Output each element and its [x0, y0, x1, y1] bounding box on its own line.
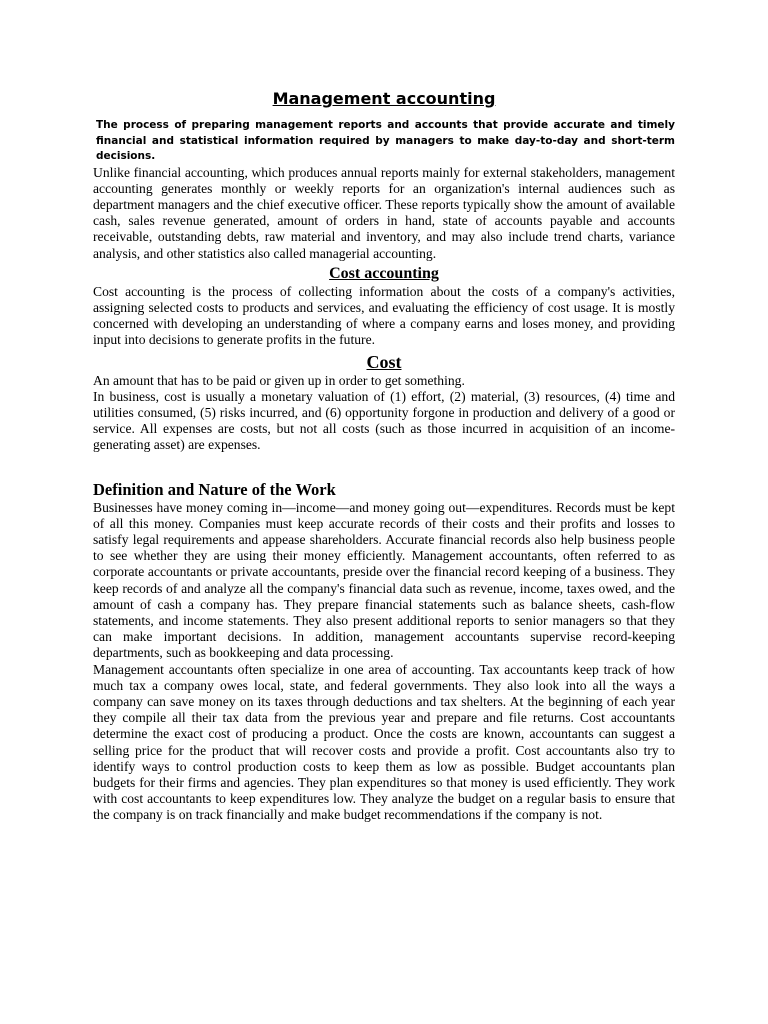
cost-accounting-paragraph: Cost accounting is the process of collecting information about the costs of a company's activities, assigning selected costs to products and services, and evaluating the efficiency of cost usage. It is mostly concerned with developing an understanding of where a company earns and loses money, and providing input into decisions to generate profits in the future. — [93, 283, 675, 348]
intro-definition: The process of preparing management reports and accounts that provide accurate and timely financial and statistical information required by managers to make day-to-day and short-term decisions. — [96, 119, 675, 162]
cost-heading: Cost — [366, 351, 402, 372]
page-title: Management accounting — [272, 89, 496, 108]
definition-heading: Definition and Nature of the Work — [93, 479, 336, 499]
management-accounting-paragraph: Unlike financial accounting, which produces annual reports mainly for external stakeholders, management accounting generates monthly or weekly reports for an organization's internal audiences such as department managers and the chief executive officer. These reports typically show the amount of available cash, sales revenue generated, amount of orders in hand, state of accounts payable and accounts receivable, outstanding debts, raw material and inventory, and may also include trend charts, variance analysis, and other statistics also called managerial accounting. — [93, 164, 675, 261]
cost-business-paragraph: In business, cost is usually a monetary valuation of (1) effort, (2) material, (3) resources, (4) time and utilities consumed, (5) risks incurred, and (6) opportunity forgone in production and delivery of a good or service. All expenses are costs, but not all costs (such as those incurred in acquisition of an income-generating asset) are expenses. — [93, 388, 675, 453]
document-page — [93, 86, 675, 824]
definition-paragraph-1: Businesses have money coming in—income—and money going out—expenditures. Records must be kept of all this money. Companies must keep accurate records of their costs and their profits and losses to satisfy legal requirements and appease shareholders. Accurate financial records also help business people to see whether they are using their money efficiently. Management accountants, often referred to as corporate accountants or private accountants, preside over the financial record keeping of a business. They keep records of and analyze all the company's financial data such as revenue, income, taxes owed, and the amount of cash a company has. They prepare financial statements such as balance sheets, cash-flow statements, and income statements. They also present additional reports to senior managers so that they can make important decisions. In addition, management accountants supervise record-keeping departments, such as bookkeeping and data processing. — [93, 499, 675, 661]
definition-paragraph-2: Management accountants often specialize in one area of accounting. Tax accountants keep track of how much tax a company owes local, state, and federal governments. They also look into all the ways a company can save money on its taxes through deductions and tax shelters. At the beginning of each year they compile all their tax data from the previous year and prepare and file returns. Cost accountants determine the exact cost of producing a product. Once the costs are known, accountants can suggest a selling price for the product that will recover costs and provide a profit. Cost accountants also try to identify ways to control production costs to keep them as low as possible. Budget accountants plan budgets for their firms and agencies. They plan expenditures so that money is used efficiently. They work with cost accountants to keep expenditures low. They analyze the budget on a regular basis to ensure that the company is on track financially and make budget recommendations if the company is not. — [93, 661, 675, 823]
cost-accounting-heading: Cost accounting — [329, 264, 439, 282]
cost-definition-line: An amount that has to be paid or given up in order to get something. — [93, 372, 465, 388]
